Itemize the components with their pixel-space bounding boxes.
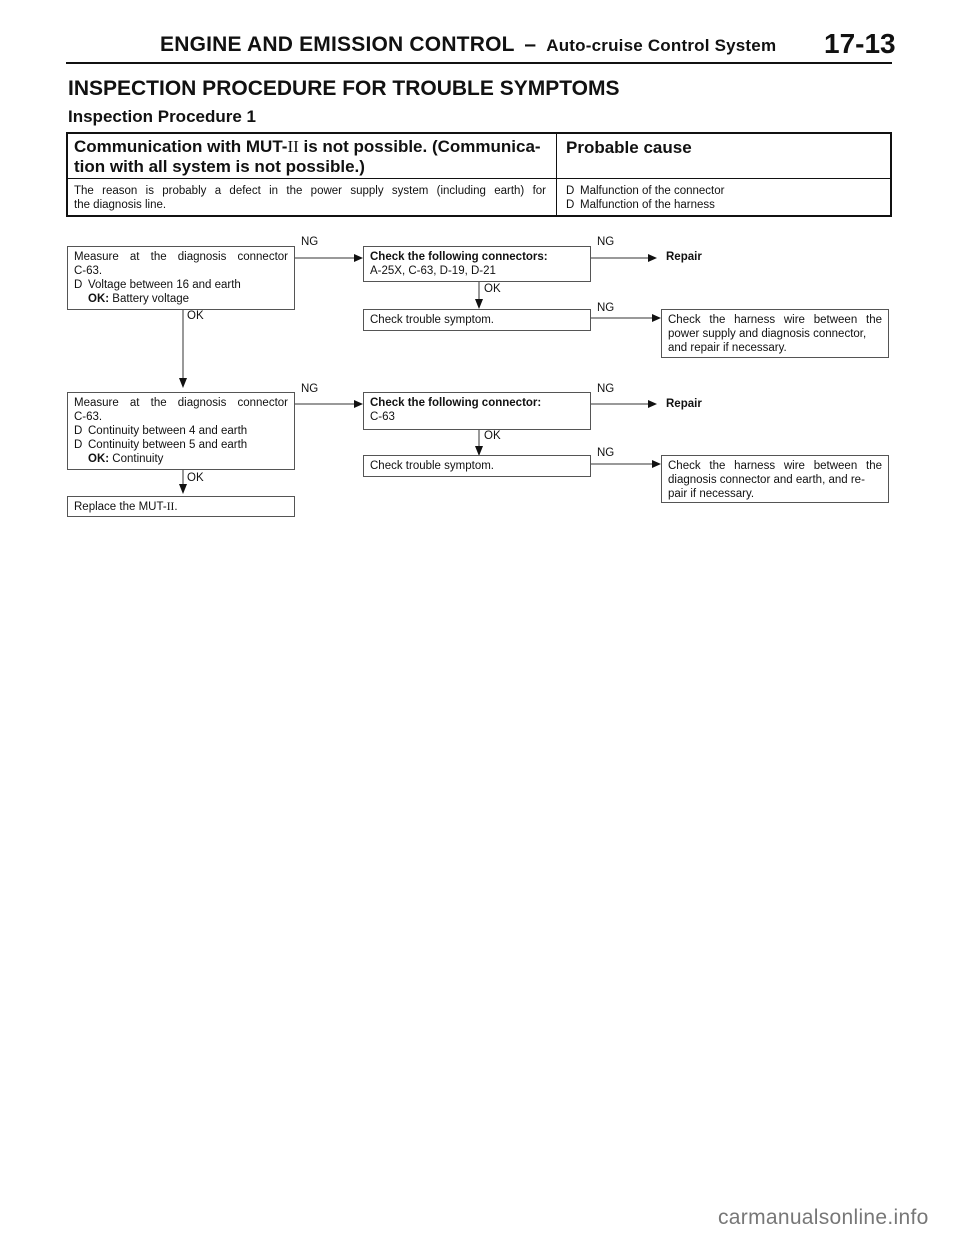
ng-label: NG	[301, 236, 319, 248]
step2-ok-line	[74, 452, 288, 466]
ng-label: NG	[597, 236, 615, 248]
procedure-title: Inspection Procedure 1	[68, 107, 256, 126]
step2-check-ng-line2: diagnosis connector and earth, and re-	[668, 474, 865, 486]
description-line2: the diagnosis line.	[74, 199, 167, 211]
bullet-glyph: D	[74, 279, 83, 291]
step2-ng-box	[363, 392, 591, 430]
step3-text: Replace the MUT-	[74, 501, 167, 513]
step1-check-ng-line1: Check the harness wire between the	[668, 314, 882, 326]
ok-value: Continuity	[112, 453, 164, 465]
ng-label: NG	[301, 383, 319, 395]
step3-end: .	[174, 501, 178, 513]
step1-ng-value: A-25X, C-63, D-19, D-21	[370, 265, 496, 277]
step2-ng-value: C-63	[370, 411, 395, 423]
header-subtitle: Auto-cruise Control System	[546, 36, 777, 55]
bullet-glyph: D	[74, 425, 83, 437]
ok-label: OK	[187, 310, 204, 322]
step1-check-ng-box	[661, 309, 889, 358]
step2-item1-text: Continuity between 4 and earth	[88, 425, 248, 437]
step2-check-ng-line1: Check the harness wire between the	[668, 460, 882, 472]
symptom-line1: Communication with MUT-	[74, 137, 288, 156]
step2-line2: C-63.	[74, 411, 103, 423]
step1-line2: C-63.	[74, 265, 103, 277]
step3-roman: II	[166, 501, 175, 513]
ok-label: OK:	[88, 453, 110, 465]
step2-check-ng-line3: pair if necessary.	[668, 488, 755, 500]
bullet-glyph: D	[566, 185, 575, 197]
ng-label: NG	[597, 447, 615, 459]
step2-check-ng-box	[661, 455, 889, 503]
ok-value: Battery voltage	[112, 293, 190, 305]
bullet-glyph: D	[566, 199, 575, 211]
step1-check-ng-line2: power supply and diagnosis connector,	[668, 328, 867, 340]
ok-label: OK	[484, 430, 501, 442]
ng-label: NG	[597, 302, 615, 314]
step2-item2-text: Continuity between 5 and earth	[88, 439, 248, 451]
step1-check-text: Check trouble symptom.	[370, 314, 494, 326]
step1-check-ng-line3: and repair if necessary.	[668, 342, 787, 354]
section-title: INSPECTION PROCEDURE FOR TROUBLE SYMPTOMS	[68, 77, 620, 100]
step1-ng-ng-action: Repair	[666, 251, 702, 263]
step3-box	[67, 496, 295, 517]
step1-box	[67, 246, 295, 310]
step2-item	[74, 438, 288, 452]
ng-label: NG	[597, 383, 615, 395]
watermark: carmanualsonline.info	[718, 1206, 929, 1229]
step2-ng-ng-action: Repair	[666, 398, 702, 410]
step1-ng-box	[363, 246, 591, 282]
symptom-line1-rest: is not possible. (Communica-	[298, 137, 541, 156]
cause-text: Malfunction of the connector	[580, 185, 725, 197]
page-number: 17-13	[824, 28, 896, 59]
ok-label: OK	[187, 472, 204, 484]
step1-check-box	[363, 309, 591, 331]
cause-text: Malfunction of the harness	[580, 199, 715, 211]
step1-ok-line	[74, 292, 288, 306]
header-dash: –	[524, 33, 537, 56]
bullet-glyph: D	[74, 439, 83, 451]
step2-check-box	[363, 455, 591, 477]
step2-ng-heading: Check the following connector:	[370, 397, 542, 409]
cause-heading: Probable cause	[566, 138, 692, 157]
step2-line1: Measure at the diagnosis connector	[74, 397, 288, 409]
step2-check-text: Check trouble symptom.	[370, 460, 494, 472]
step1-line1: Measure at the diagnosis connector	[74, 251, 288, 263]
step1-ng-heading: Check the following connectors:	[370, 251, 548, 263]
symptom-roman: II	[287, 137, 299, 156]
symptom-line2: tion with all system is not possible.)	[74, 157, 365, 176]
step1-item	[74, 278, 288, 292]
step2-item	[74, 424, 288, 438]
ok-label: OK	[484, 283, 501, 295]
header-title-text: ENGINE AND EMISSION CONTROL	[160, 33, 515, 56]
description-line1: The reason is probably a defect in the power supply system (including earth) for	[74, 185, 546, 197]
step2-box	[67, 392, 295, 470]
step1-item-text: Voltage between 16 and earth	[88, 279, 241, 291]
ok-label: OK:	[88, 293, 110, 305]
